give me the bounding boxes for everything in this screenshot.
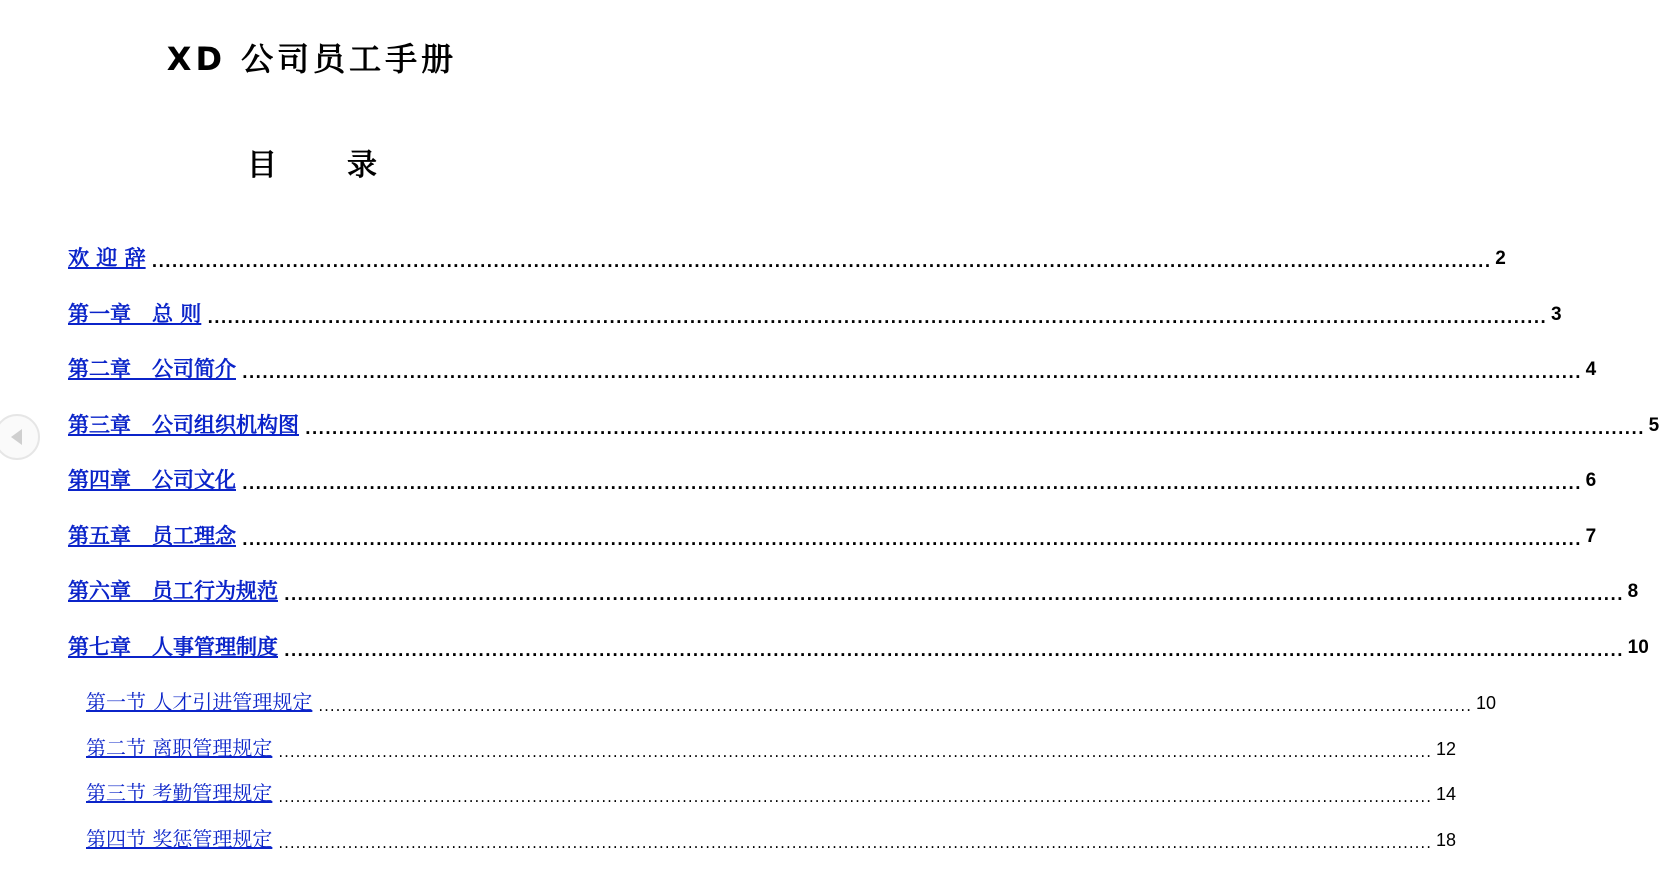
dot-leader: ........................................................................................................................................................................................................	[284, 642, 1624, 660]
toc-entry[interactable]	[68, 466, 1597, 494]
toc-entry[interactable]	[68, 244, 1506, 272]
toc-entry[interactable]	[68, 355, 1597, 383]
dot-leader: ........................................................................................................................................................................................................	[151, 253, 1492, 271]
previous-page-button[interactable]	[0, 414, 40, 460]
toc-entry-link[interactable]: 第二章 公司简介	[68, 356, 236, 381]
chevron-left-icon	[6, 426, 28, 448]
toc-heading-right: 录	[347, 148, 377, 183]
dot-leader: ........................................................................................................................................................................................................	[278, 834, 1432, 852]
toc-entry-link[interactable]: 第三节 考勤管理规定	[86, 781, 273, 805]
toc-entry[interactable]	[68, 633, 1649, 661]
dot-leader: ........................................................................................................................................................................................................	[284, 586, 1624, 604]
toc-entry-link[interactable]: 第五章 员工理念	[68, 523, 236, 548]
toc-page-number: 10	[1627, 637, 1649, 658]
toc-page-number: 7	[1585, 526, 1597, 547]
dot-leader: ........................................................................................................................................................................................................	[278, 788, 1432, 806]
toc-page-number: 14	[1435, 784, 1457, 804]
toc-page-number: 3	[1550, 304, 1562, 325]
toc-entry[interactable]	[68, 300, 1562, 328]
toc-page-number: 4	[1585, 359, 1597, 380]
dot-leader: ........................................................................................................................................................................................................	[207, 309, 1547, 327]
toc-entry[interactable]	[86, 779, 1457, 807]
toc-entry-link[interactable]: 第七章 人事管理制度	[68, 634, 278, 659]
dot-leader: ........................................................................................................................................................................................................	[318, 697, 1472, 715]
toc-entry-link[interactable]: 第四章 公司文化	[68, 467, 236, 492]
toc-entry-link[interactable]: 欢 迎 辞	[68, 245, 146, 270]
toc-entry-link[interactable]: 第一章 总 则	[68, 301, 202, 326]
toc-heading-left: 目	[247, 148, 277, 183]
dot-leader: ........................................................................................................................................................................................................	[242, 364, 1582, 382]
dot-leader: ........................................................................................................................................................................................................	[242, 475, 1582, 493]
toc-heading	[0, 140, 624, 184]
toc-entry-link[interactable]: 第三章 公司组织机构图	[68, 412, 299, 437]
toc-entry[interactable]	[86, 734, 1457, 762]
dot-leader: ........................................................................................................................................................................................................	[278, 743, 1432, 761]
toc-entry[interactable]	[68, 411, 1659, 439]
toc-page-number: 6	[1585, 470, 1597, 491]
toc-page-number: 2	[1495, 248, 1506, 269]
toc-page-number: 5	[1648, 415, 1659, 436]
toc-entry-link[interactable]: 第二节 离职管理规定	[86, 736, 273, 760]
toc-entry[interactable]	[86, 825, 1457, 853]
toc-entry[interactable]	[86, 688, 1497, 716]
toc-entry[interactable]	[68, 577, 1639, 605]
toc-entry-link[interactable]: 第一节 人才引进管理规定	[86, 690, 313, 714]
toc-entry-link[interactable]: 第四节 奖惩管理规定	[86, 827, 273, 851]
toc-page-number: 12	[1435, 739, 1457, 759]
toc-entry[interactable]	[68, 522, 1597, 550]
toc-page-number: 18	[1435, 830, 1457, 850]
toc-entry-link[interactable]: 第六章 员工行为规范	[68, 578, 278, 603]
toc-page-number: 10	[1475, 693, 1497, 713]
document-title: XD 公司员工手册	[166, 40, 458, 78]
toc-page-number: 8	[1627, 581, 1639, 602]
dot-leader: ........................................................................................................................................................................................................	[242, 531, 1582, 549]
dot-leader: ........................................................................................................................................................................................................	[305, 420, 1645, 438]
